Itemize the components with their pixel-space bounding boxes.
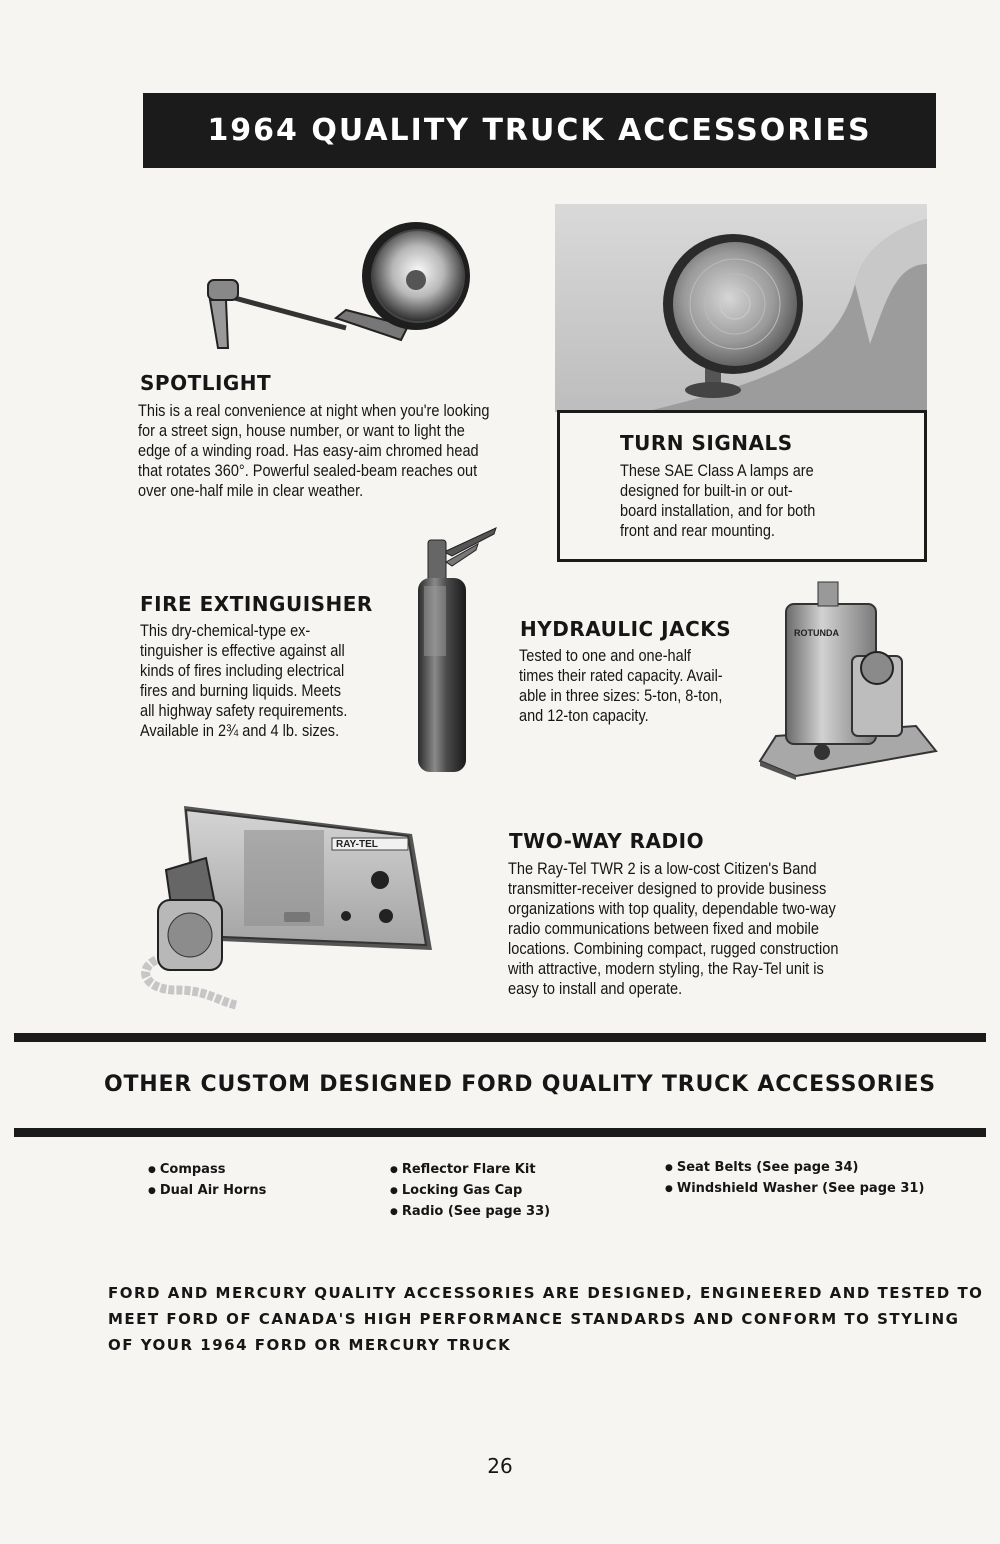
turn-signals-line: designed for built-in or out- (620, 482, 793, 500)
fire-extinguisher-line: fires and burning liquids. Meets (140, 682, 341, 700)
two-way-radio-line: radio communications between fixed and mobile (508, 920, 819, 938)
turn-signals-heading: TURN SIGNALS (620, 431, 793, 455)
spotlight-heading: SPOTLIGHT (140, 371, 272, 395)
footer-line: MEET FORD OF CANADA'S HIGH PERFORMANCE STANDARDS AND CONFORM TO STYLING (108, 1310, 960, 1328)
two-way-radio-line: with attractive, modern styling, the Ray-Tel unit is (508, 960, 824, 978)
page-number: 26 (487, 1454, 513, 1478)
hydraulic-jacks-line: Tested to one and one-half (519, 647, 691, 665)
section-rule-bottom (14, 1128, 986, 1137)
list-item: ● Compass (148, 1160, 266, 1181)
jack-brand-label: ROTUNDA (794, 628, 839, 638)
accessories-list-col1 (148, 1160, 266, 1202)
fire-extinguisher-description (140, 621, 347, 741)
page-title: 1964 QUALITY TRUCK ACCESSORIES (207, 113, 872, 148)
fire-extinguisher-line: all highway safety requirements. (140, 702, 348, 720)
hydraulic-jacks-line: and 12-ton capacity. (519, 707, 649, 725)
two-way-radio-photo (136, 800, 436, 1012)
hydraulic-jacks-line: times their rated capacity. Avail- (519, 667, 723, 685)
two-way-radio-heading: TWO-WAY RADIO (509, 829, 705, 853)
two-way-radio-description (508, 859, 838, 999)
spotlight-line: edge of a winding road. Has easy-aim chromed head (138, 442, 479, 460)
list-item: ● Reflector Flare Kit (390, 1160, 550, 1181)
turn-signals-line: board installation, and for both (620, 502, 816, 520)
footer-line: FORD AND MERCURY QUALITY ACCESSORIES ARE DESIGNED, ENGINEERED AND TESTED TO (108, 1284, 984, 1302)
hydraulic-jacks-heading: HYDRAULIC JACKS (520, 617, 732, 641)
two-way-radio-line: easy to install and operate. (508, 980, 683, 998)
spotlight-line: for a street sign, house number, or want to light the (138, 422, 465, 440)
fire-extinguisher-line: Available in 2¾ and 4 lb. sizes. (140, 722, 340, 740)
spotlight-line: that rotates 360°. Powerful sealed-beam reaches out (138, 462, 478, 480)
spotlight-description (138, 401, 489, 501)
fire-extinguisher-line: tinguisher is effective against all (140, 642, 345, 660)
list-item: ● Seat Belts (See page 34) (665, 1158, 924, 1179)
footer-statement (108, 1280, 984, 1358)
list-item: ● Radio (See page 33) (390, 1202, 550, 1223)
fire-extinguisher-illustration (406, 522, 506, 774)
section-rule-top (14, 1033, 986, 1042)
list-item: ● Windshield Washer (See page 31) (665, 1179, 924, 1200)
accessories-list-col2 (390, 1160, 550, 1223)
hydraulic-jacks-line: able in three sizes: 5-ton, 8-ton, (519, 687, 723, 705)
turn-signals-box (557, 410, 927, 562)
title-banner (143, 93, 936, 168)
spotlight-line: over one-half mile in clear weather. (138, 482, 364, 500)
hydraulic-jack-illustration (756, 576, 938, 780)
two-way-radio-line: The Ray-Tel TWR 2 is a low-cost Citizen's Band (508, 860, 817, 878)
fire-extinguisher-line: kinds of fires including electrical (140, 662, 345, 680)
turn-signal-photo (555, 204, 927, 412)
other-accessories-heading: OTHER CUSTOM DESIGNED FORD QUALITY TRUCK ACCESSORIES (104, 1072, 936, 1097)
two-way-radio-line: organizations with top quality, dependable two-way (508, 900, 836, 918)
two-way-radio-line: transmitter-receiver designed to provide business (508, 880, 827, 898)
turn-signals-line: front and rear mounting. (620, 522, 775, 540)
turn-signals-description (620, 461, 815, 541)
radio-brand-label: RAY-TEL (336, 839, 378, 850)
fire-extinguisher-heading: FIRE EXTINGUISHER (140, 592, 373, 616)
fire-extinguisher-line: This dry-chemical-type ex- (140, 622, 311, 640)
spotlight-illustration (196, 218, 486, 363)
footer-line: OF YOUR 1964 FORD OR MERCURY TRUCK (108, 1336, 512, 1354)
spotlight-line: This is a real convenience at night when you're looking (138, 402, 490, 420)
two-way-radio-line: locations. Combining compact, rugged construction (508, 940, 839, 958)
list-item: ● Dual Air Horns (148, 1181, 266, 1202)
accessories-list-col3 (665, 1158, 924, 1200)
list-item: ● Locking Gas Cap (390, 1181, 550, 1202)
turn-signals-line: These SAE Class A lamps are (620, 462, 814, 480)
hydraulic-jacks-description (519, 646, 723, 726)
